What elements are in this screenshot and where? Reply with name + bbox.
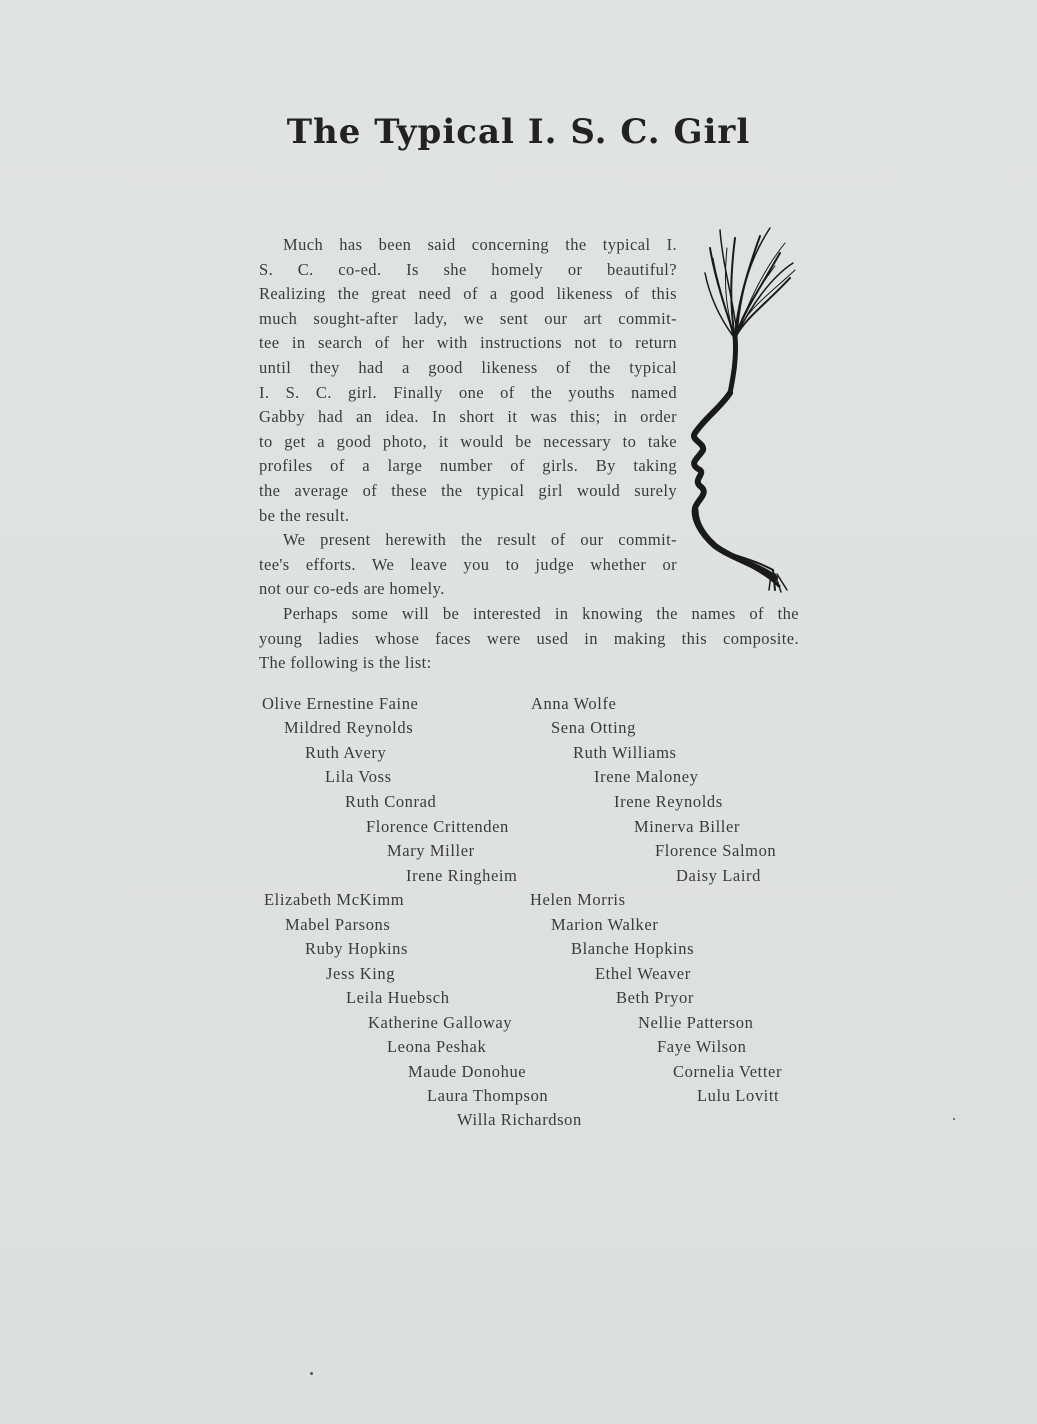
name-entry: Maude Donohue	[408, 1062, 527, 1081]
name-entry: Minerva Biller	[634, 817, 740, 836]
name-entry: Elizabeth McKimm	[264, 890, 405, 909]
name-entry: Cornelia Vetter	[673, 1062, 783, 1081]
name-entry: Daisy Laird	[676, 866, 761, 885]
name-entry: Mabel Parsons	[285, 915, 391, 934]
text-line: Gabby had an idea. In short it was this; in order	[259, 407, 677, 427]
text-line: much sought-after lady, we sent our art commit-	[259, 308, 677, 328]
name-entry: Irene Maloney	[594, 767, 699, 786]
name-entry: Blanche Hopkins	[571, 939, 695, 958]
text-line: Perhaps some will be interested in knowing the names of the	[283, 603, 799, 623]
text-line: Realizing the great need of a good likeness of this	[259, 284, 677, 304]
name-entry: Willa Richardson	[457, 1110, 582, 1129]
name-entry: Ruth Williams	[573, 743, 677, 762]
text-line: I. S. C. girl. Finally one of the youths named	[259, 382, 677, 402]
name-entry: Ruby Hopkins	[305, 939, 409, 958]
print-speck	[310, 1372, 313, 1375]
name-entry: Olive Ernestine Faine	[262, 694, 419, 713]
name-entry: Leila Huebsch	[346, 988, 450, 1007]
name-entry: Lila Voss	[325, 767, 392, 786]
name-entry: Laura Thompson	[427, 1086, 549, 1105]
name-entry: Jess King	[326, 964, 396, 983]
text-line: profiles of a large number of girls. By taking	[259, 456, 677, 476]
print-speck	[953, 1118, 955, 1120]
page-title: The Typical I. S. C. Girl	[286, 112, 751, 152]
name-entry: Marion Walker	[551, 915, 659, 934]
name-entry: Florence Crittenden	[366, 817, 509, 836]
text-line: Much has been said concerning the typical I.	[283, 235, 677, 254]
text-line: be the result.	[259, 505, 350, 525]
name-entry: Sena Otting	[551, 718, 636, 737]
name-entry: Beth Pryor	[616, 988, 694, 1007]
name-entry: Mildred Reynolds	[284, 718, 414, 737]
name-entry: Anna Wolfe	[531, 694, 617, 713]
name-entry: Florence Salmon	[655, 841, 777, 860]
name-entry: Katherine Galloway	[368, 1013, 513, 1032]
name-entry: Mary Miller	[387, 841, 475, 860]
text-line: to get a good photo, it would be necessary to take	[259, 431, 677, 451]
name-entry: Lulu Lovitt	[697, 1086, 780, 1105]
name-entry: Ruth Conrad	[345, 792, 437, 811]
name-entry: Helen Morris	[530, 890, 626, 909]
text-line: tee's efforts. We leave you to judge whether or	[259, 554, 677, 574]
text-line: S. C. co-ed. Is she homely or beautiful?	[259, 259, 677, 279]
text-line: until they had a good likeness of the typical	[259, 357, 677, 377]
text-line: The following is the list:	[259, 653, 432, 673]
name-entry: Leona Peshak	[387, 1037, 487, 1056]
text-line: We present herewith the result of our commit-	[283, 530, 677, 550]
text-line: not our co-eds are homely.	[259, 579, 445, 599]
name-entry: Ruth Avery	[305, 743, 387, 762]
name-entry: Irene Ringheim	[406, 866, 518, 885]
text-line: the average of these the typical girl would surely	[259, 480, 677, 500]
text-line: tee in search of her with instructions not to return	[259, 333, 677, 353]
name-entry: Nellie Patterson	[638, 1013, 754, 1032]
name-entry: Ethel Weaver	[595, 964, 691, 983]
name-entry: Irene Reynolds	[614, 792, 723, 811]
name-entry: Faye Wilson	[657, 1037, 747, 1056]
text-line: young ladies whose faces were used in making this composite.	[259, 628, 799, 648]
